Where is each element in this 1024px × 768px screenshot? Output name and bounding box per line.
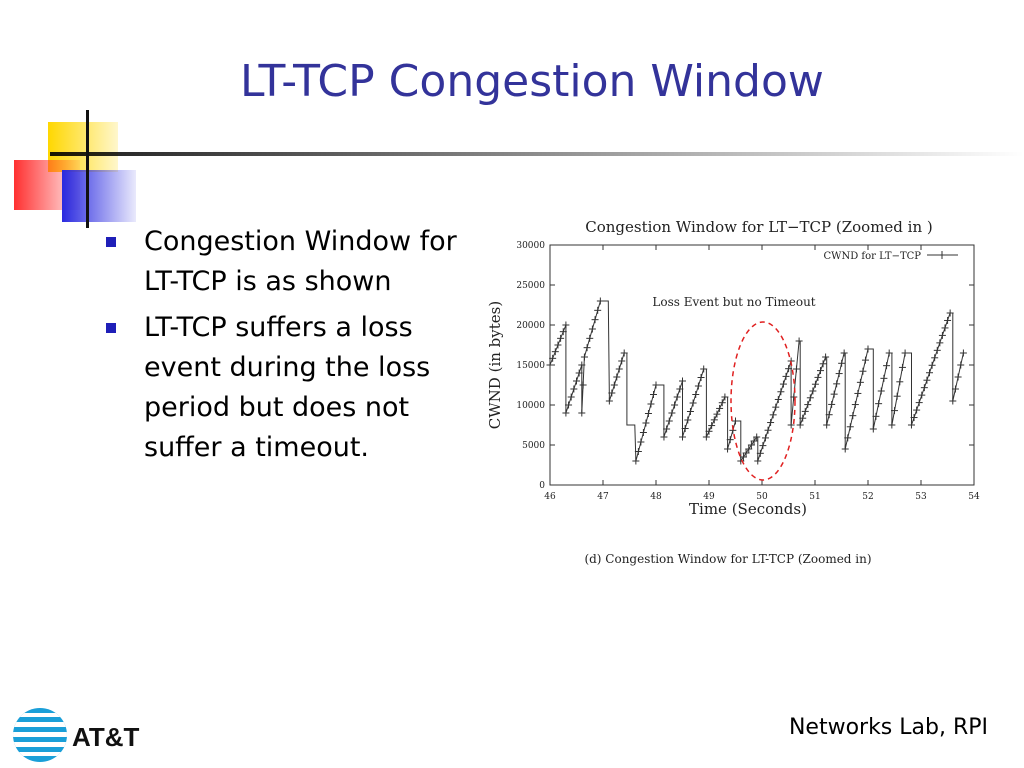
cwnd-data-point bbox=[875, 400, 882, 407]
y-tick-label: 20000 bbox=[516, 321, 545, 331]
cwnd-data-point bbox=[568, 394, 575, 401]
cwnd-data-point bbox=[918, 392, 925, 399]
cwnd-data-point bbox=[888, 422, 895, 429]
cwnd-data-point bbox=[581, 354, 588, 361]
cwnd-data-point bbox=[820, 360, 827, 367]
cwnd-data-point bbox=[783, 373, 790, 380]
cwnd-data-point bbox=[765, 427, 772, 434]
cwnd-data-point bbox=[807, 394, 814, 401]
cwnd-data-point bbox=[632, 458, 639, 465]
cwnd-data-point bbox=[831, 391, 838, 398]
cwnd-data-point bbox=[809, 388, 816, 395]
cwnd-data-point bbox=[775, 396, 782, 403]
cwnd-data-point bbox=[923, 377, 930, 384]
cwnd-data-point bbox=[960, 350, 967, 357]
cwnd-data-point bbox=[770, 411, 777, 418]
cwnd-data-point bbox=[797, 422, 804, 429]
cwnd-data-point bbox=[687, 408, 694, 415]
cwnd-data-point bbox=[642, 420, 649, 427]
cwnd-data-point bbox=[822, 354, 829, 361]
cwnd-data-point bbox=[944, 317, 951, 324]
cwnd-data-point bbox=[814, 374, 821, 381]
cwnd-data-point bbox=[878, 388, 885, 395]
cwnd-data-point bbox=[584, 344, 591, 351]
cwnd-data-point bbox=[796, 338, 803, 345]
y-tick-label: 15000 bbox=[516, 361, 545, 371]
cwnd-data-point bbox=[557, 335, 564, 342]
x-tick-label: 49 bbox=[703, 492, 715, 502]
cwnd-data-point bbox=[552, 348, 559, 355]
cwnd-data-point bbox=[695, 383, 702, 390]
cwnd-data-point bbox=[597, 298, 604, 305]
cwnd-data-point bbox=[802, 408, 809, 415]
x-axis-ticks bbox=[544, 245, 980, 502]
legend-label: CWND for LT−TCP bbox=[823, 251, 921, 262]
cwnd-data-point bbox=[767, 419, 774, 426]
cwnd-data-point bbox=[611, 382, 618, 389]
cwnd-data-point bbox=[812, 381, 819, 388]
cwnd-data-point bbox=[637, 439, 644, 446]
x-axis-label: Time (Seconds) bbox=[689, 500, 807, 518]
footer-text: Networks Lab, RPI bbox=[788, 715, 988, 740]
cwnd-data-point bbox=[780, 381, 787, 388]
cwnd-data-point bbox=[679, 434, 686, 441]
cwnd-data-point bbox=[671, 402, 678, 409]
cwnd-data-point bbox=[618, 358, 625, 365]
cwnd-data-point bbox=[692, 391, 699, 398]
cwnd-data-point bbox=[870, 426, 877, 433]
cwnd-data-point bbox=[854, 390, 861, 397]
globe-icon bbox=[10, 705, 70, 765]
cwnd-data-point bbox=[660, 434, 667, 441]
x-tick-label: 54 bbox=[968, 492, 980, 502]
cwnd-data-point bbox=[865, 346, 872, 353]
cwnd-data-point bbox=[570, 386, 577, 393]
cwnd-data-point bbox=[899, 364, 906, 371]
cwnd-data-point bbox=[762, 434, 769, 441]
chart-svg bbox=[478, 208, 998, 578]
cwnd-data-point bbox=[823, 422, 830, 429]
bullet-item bbox=[104, 222, 478, 302]
cwnd-data-point bbox=[777, 388, 784, 395]
cwnd-data-point bbox=[929, 362, 936, 369]
annotation-text: Loss Event but no Timeout bbox=[652, 295, 816, 309]
series-group bbox=[547, 298, 967, 465]
cwnd-data-point bbox=[616, 366, 623, 373]
cwnd-data-point bbox=[817, 367, 824, 374]
bullet-item bbox=[104, 308, 478, 468]
cwnd-data-point bbox=[880, 375, 887, 382]
cwnd-data-point bbox=[916, 399, 923, 406]
cwnd-data-point bbox=[841, 350, 848, 357]
bullet-marker bbox=[106, 323, 116, 333]
cwnd-data-point bbox=[883, 362, 890, 369]
bullet-text: LT-TCP suffers a loss event during the loss period but does not suffer a timeout. bbox=[144, 312, 431, 463]
cwnd-data-point bbox=[640, 429, 647, 436]
bullet-list bbox=[104, 222, 478, 482]
cwnd-data-point bbox=[926, 369, 933, 376]
cwnd-data-point bbox=[594, 307, 601, 314]
y-tick-label: 30000 bbox=[516, 241, 545, 251]
cwnd-data-point bbox=[578, 410, 585, 417]
cwnd-data-point bbox=[949, 398, 956, 405]
x-tick-label: 50 bbox=[756, 492, 768, 502]
cwnd-data-point bbox=[921, 384, 928, 391]
att-logo bbox=[10, 705, 140, 765]
cwnd-data-point bbox=[562, 410, 569, 417]
cwnd-data-point bbox=[690, 400, 697, 407]
bullet-marker bbox=[106, 237, 116, 247]
cwnd-data-point bbox=[859, 368, 866, 375]
cwnd-data-point bbox=[894, 393, 901, 400]
y-tick-label: 0 bbox=[539, 481, 545, 491]
cwnd-data-point bbox=[908, 422, 915, 429]
cwnd-data-point bbox=[613, 374, 620, 381]
cwnd-data-point bbox=[650, 391, 657, 398]
cwnd-data-point bbox=[828, 401, 835, 408]
chart-caption: (d) Congestion Window for LT-TCP (Zoomed in) bbox=[584, 552, 872, 566]
cwnd-chart bbox=[478, 208, 998, 578]
x-tick-label: 48 bbox=[650, 492, 662, 502]
cwnd-data-point bbox=[724, 446, 731, 453]
x-tick-label: 51 bbox=[809, 492, 821, 502]
cwnd-data-point bbox=[931, 354, 938, 361]
cwnd-data-point bbox=[852, 401, 859, 408]
legend-symbol bbox=[927, 251, 958, 259]
cwnd-data-point bbox=[554, 342, 561, 349]
cwnd-data-point bbox=[793, 366, 800, 373]
cwnd-data-point bbox=[934, 347, 941, 354]
y-tick-label: 5000 bbox=[522, 441, 545, 451]
cwnd-data-point bbox=[674, 394, 681, 401]
x-tick-label: 46 bbox=[544, 492, 556, 502]
cwnd-data-point bbox=[772, 404, 779, 411]
chart-title: Congestion Window for LT−TCP (Zoomed in ) bbox=[585, 218, 933, 236]
cwnd-data-point bbox=[580, 382, 587, 389]
cwnd-data-point bbox=[653, 382, 660, 389]
cwnd-data-point bbox=[862, 357, 869, 364]
cwnd-data-point bbox=[902, 350, 909, 357]
cwnd-data-point bbox=[732, 418, 739, 425]
cwnd-data-point bbox=[592, 316, 599, 323]
cwnd-data-point bbox=[698, 374, 705, 381]
y-axis-label: CWND (in bytes) bbox=[486, 300, 504, 430]
cwnd-data-point bbox=[759, 442, 766, 449]
cwnd-data-point bbox=[804, 401, 811, 408]
cwnd-data-point bbox=[562, 322, 569, 329]
x-tick-label: 52 bbox=[862, 492, 874, 502]
logo-text: AT&T bbox=[72, 722, 140, 752]
cwnd-data-point bbox=[586, 335, 593, 342]
cwnd-data-point bbox=[913, 407, 920, 414]
cwnd-data-point bbox=[666, 418, 673, 425]
x-tick-label: 47 bbox=[597, 492, 609, 502]
cwnd-data-point bbox=[847, 423, 854, 430]
cwnd-data-point bbox=[679, 378, 686, 385]
cwnd-data-point bbox=[955, 374, 962, 381]
cwnd-data-point bbox=[647, 401, 654, 408]
cwnd-data-point bbox=[645, 410, 652, 417]
cwnd-data-point bbox=[939, 332, 946, 339]
cwnd-data-point bbox=[896, 378, 903, 385]
cwnd-data-point bbox=[754, 458, 761, 465]
y-tick-label: 10000 bbox=[516, 401, 545, 411]
cwnd-data-point bbox=[941, 324, 948, 331]
deco-vertical-line bbox=[86, 110, 89, 228]
cwnd-data-point bbox=[833, 380, 840, 387]
deco-horizontal-line bbox=[50, 152, 1024, 156]
cwnd-data-point bbox=[849, 412, 856, 419]
cwnd-data-point bbox=[573, 378, 580, 385]
cwnd-data-point bbox=[936, 339, 943, 346]
cwnd-data-point bbox=[857, 379, 864, 386]
cwnd-data-point bbox=[836, 370, 843, 377]
cwnd-data-point bbox=[838, 360, 845, 367]
bullet-text: Congestion Window for LT-TCP is as shown bbox=[144, 226, 457, 297]
cwnd-data-point bbox=[589, 326, 596, 333]
x-tick-label: 53 bbox=[915, 492, 927, 502]
deco-blue-square bbox=[62, 170, 136, 222]
cwnd-data-point bbox=[668, 410, 675, 417]
cwnd-data-point bbox=[606, 398, 613, 405]
cwnd-data-point bbox=[547, 362, 554, 369]
y-tick-label: 25000 bbox=[516, 281, 545, 291]
cwnd-data-point bbox=[842, 446, 849, 453]
cwnd-data-point bbox=[684, 417, 691, 424]
slide-title: LT-TCP Congestion Window bbox=[240, 56, 824, 107]
cwnd-data-point bbox=[957, 362, 964, 369]
